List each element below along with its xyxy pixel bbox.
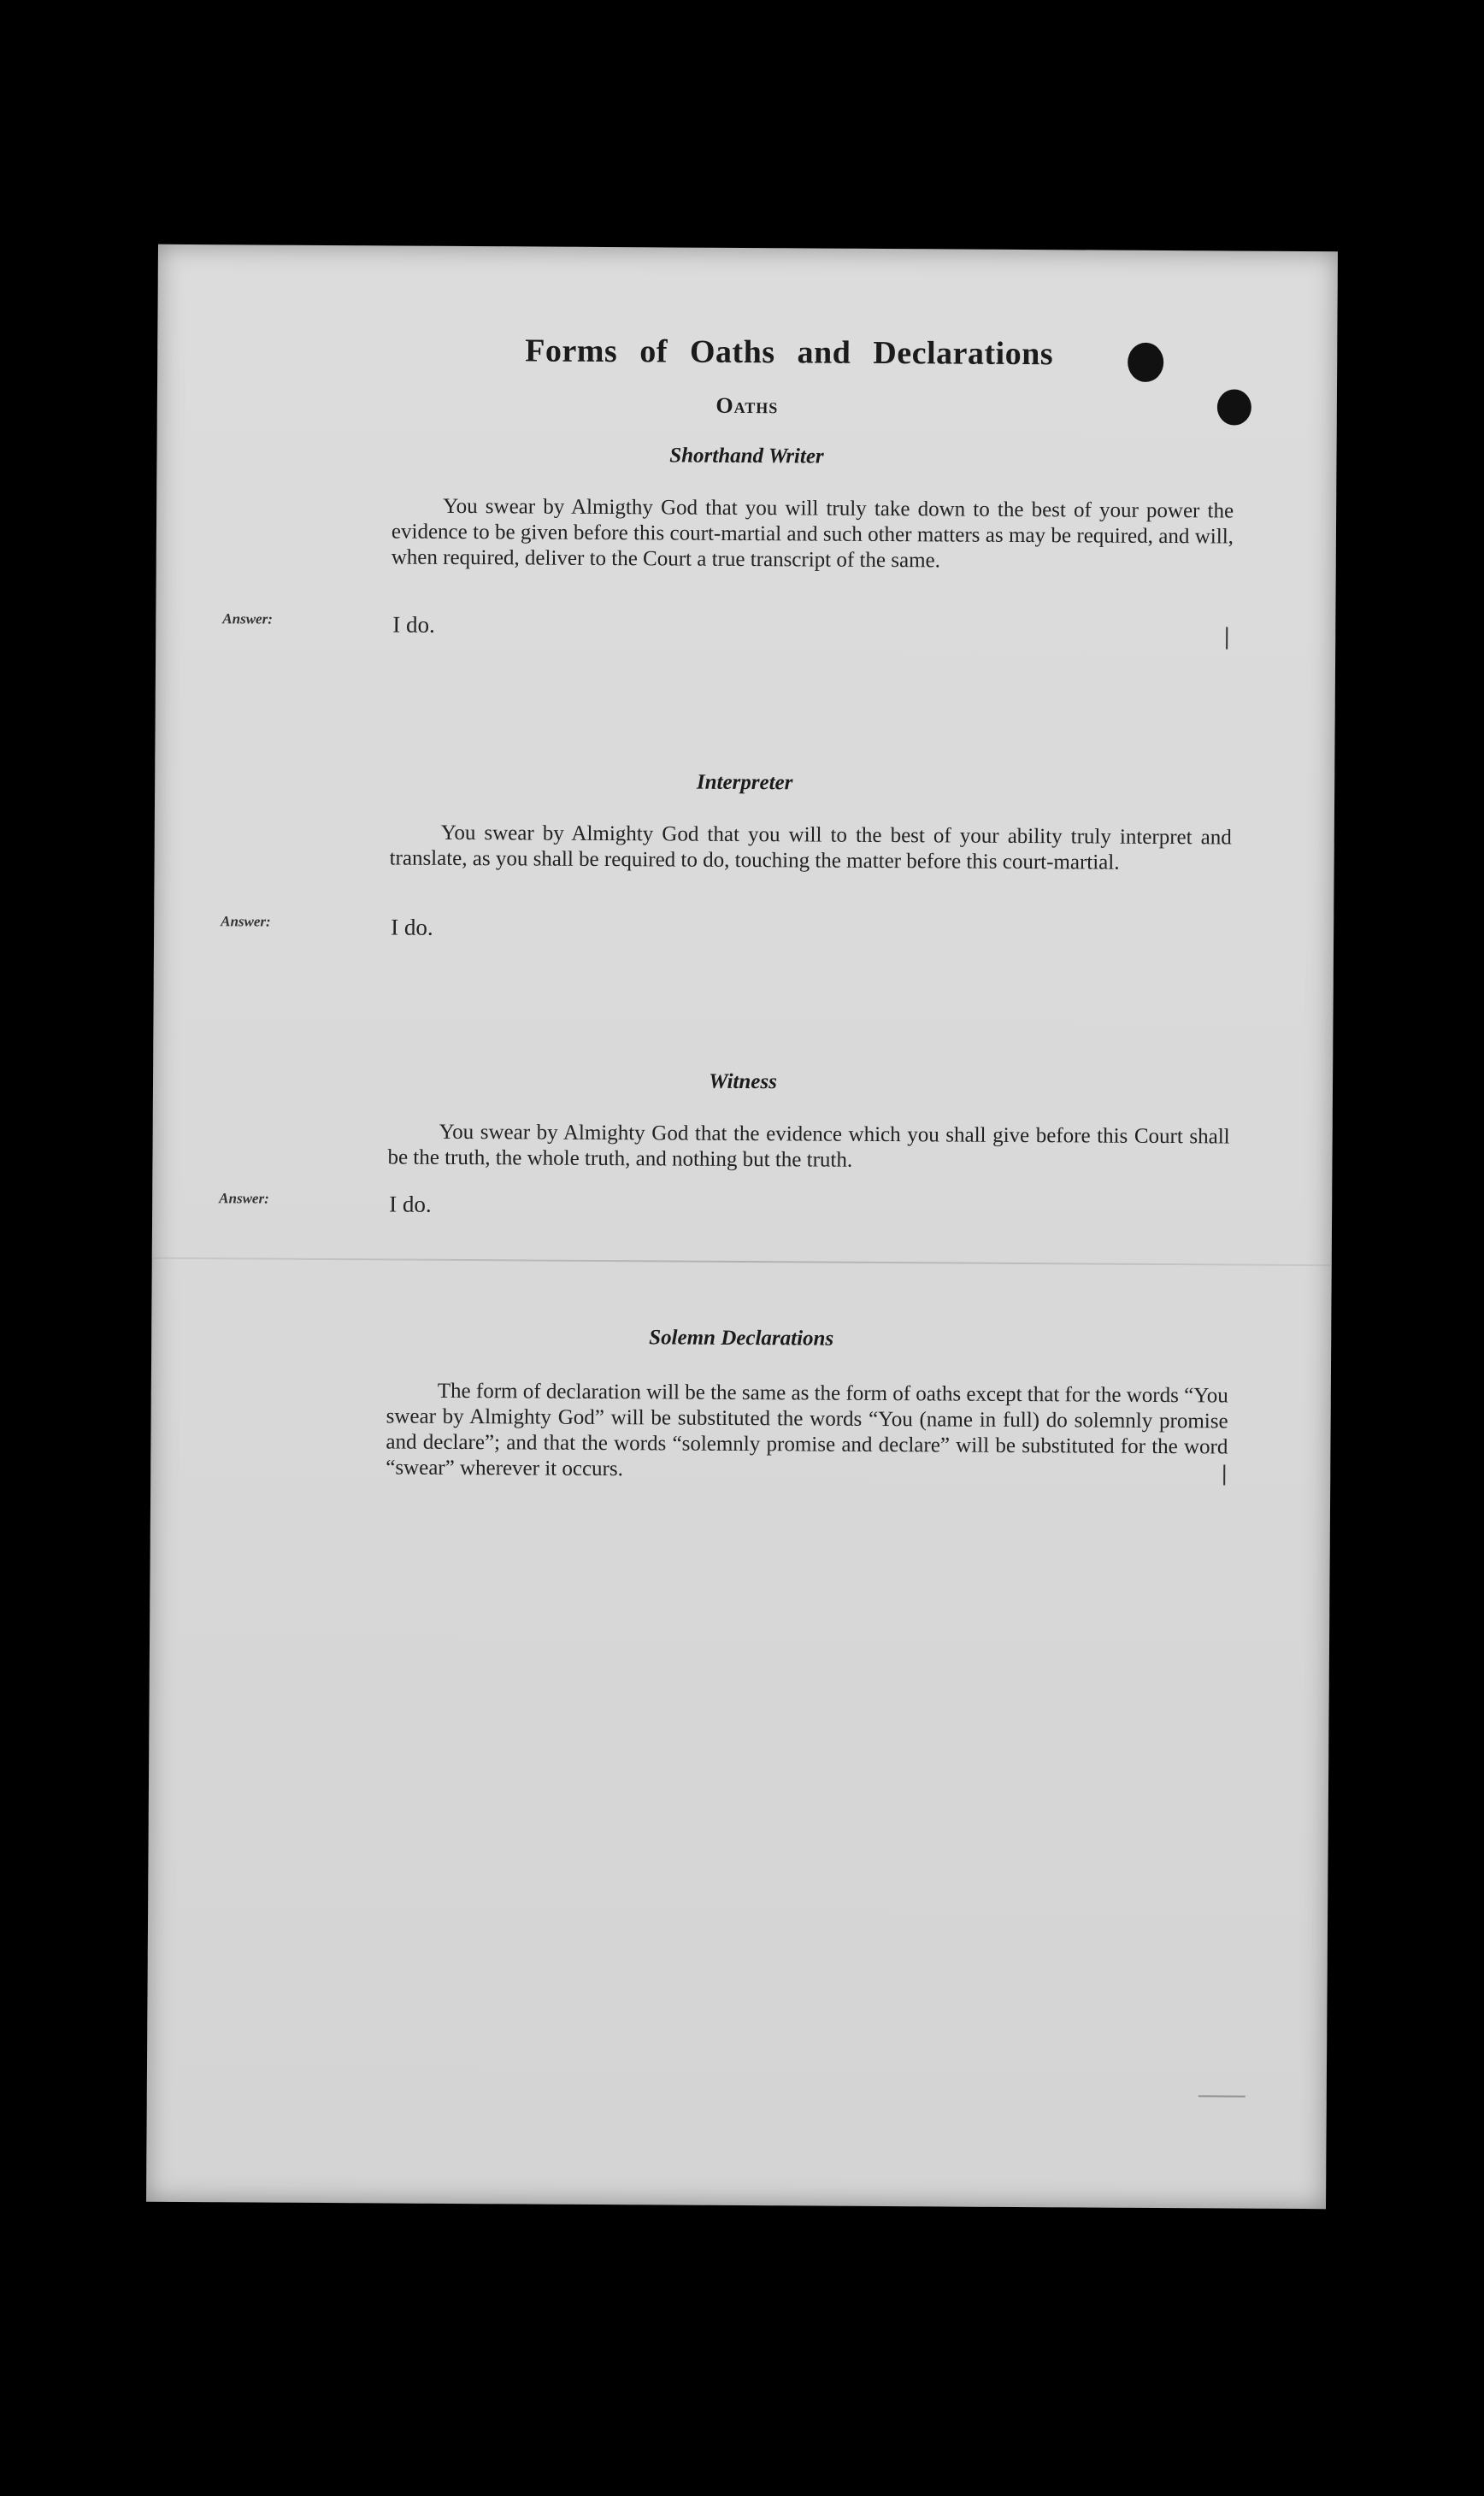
title-word: Oaths [689,333,775,371]
answer-label: Answer: [222,610,273,627]
oaths-heading: Oaths [716,392,779,419]
section-heading-interpreter: Interpreter [696,770,793,795]
stray-mark [1226,627,1228,649]
section-heading-solemn-declarations: Solemn Declarations [649,1326,834,1351]
title-word: of [639,333,668,370]
stray-mark [1198,2095,1246,2097]
answer-text: I do. [389,1191,432,1217]
shorthand-writer-oath-text: You swear by Almigthy God that you will truly take down to the best of your power the evidence to be given before this court-martial and such other matters as may be required, and will, when required, deliver to the Court a true transcript of the same. [391,494,1234,573]
section-heading-witness: Witness [709,1069,777,1094]
page-title [525,332,1123,373]
title-word: and [797,334,851,371]
stray-mark [1223,1464,1225,1485]
section-heading-shorthand-writer: Shorthand Writer [669,444,824,468]
witness-oath-text: You swear by Almighty God that the evidence which you shall give before this Court shall be the truth, the whole truth, and nothing but the truth. [387,1120,1230,1172]
answer-label: Answer: [221,913,271,930]
answer-text: I do. [391,914,433,940]
ink-blot [1128,343,1163,382]
answer-label: Answer: [219,1190,269,1207]
answer-text: I do. [392,611,435,638]
page-fold-line [152,1257,1332,1266]
title-word: Declarations [873,334,1054,373]
declarations-text: The form of declaration will be the same as the form of oaths except that for the words “You swear by Almighty God” will be substituted the words “You (name in full) do solemnly promise and declare”; and that the words “solemnly promise and declare” will be substituted for the word “swear” wherever it occurs. [386,1379,1228,1481]
document-page [146,244,1338,2209]
title-word: Forms [525,333,618,370]
interpreter-oath-text: You swear by Almighty God that you will to the best of your ability truly interpret and translate, as you shall be required to do, touching the matter before this court-martial. [389,821,1232,874]
